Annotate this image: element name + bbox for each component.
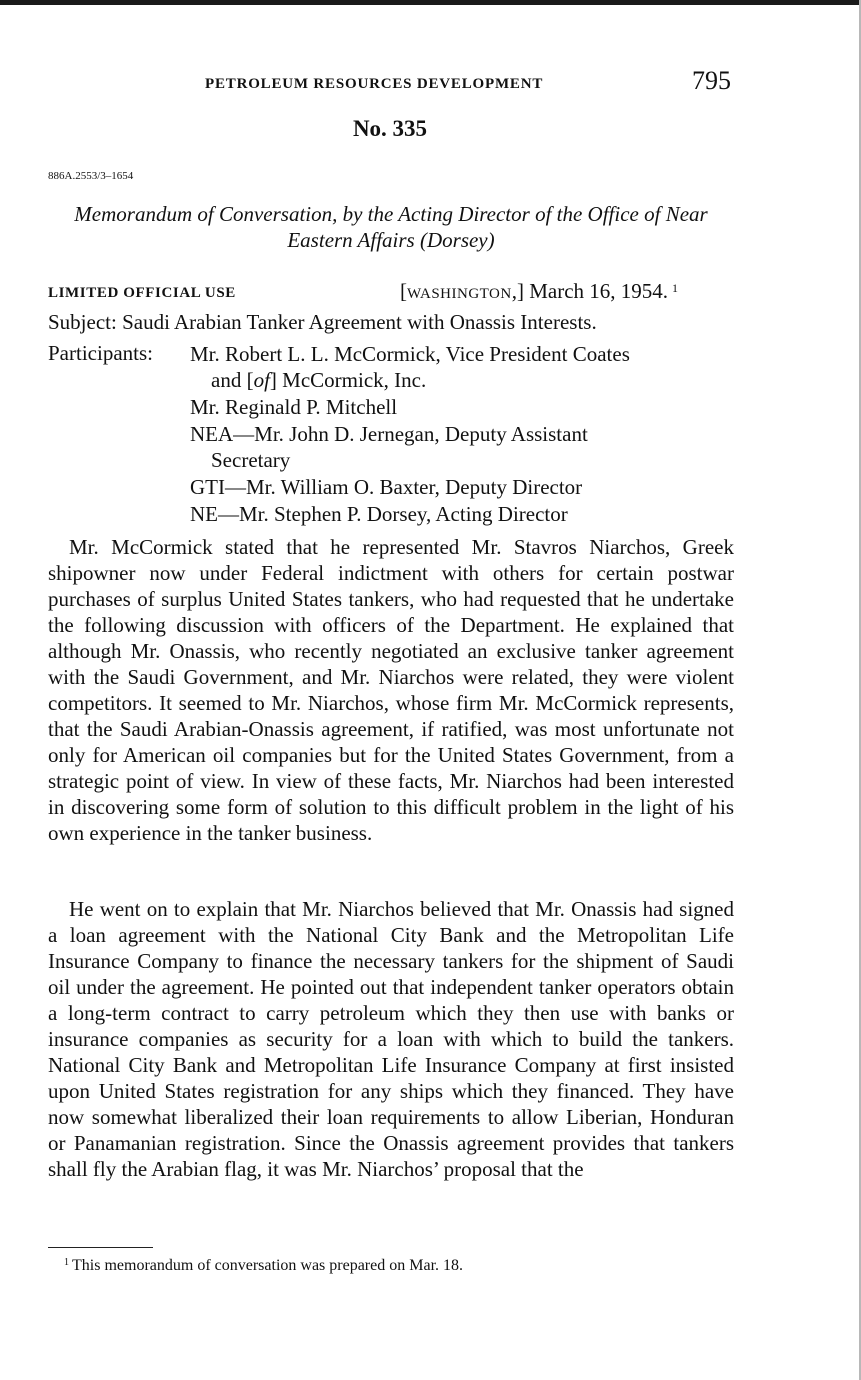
page-number: 795	[692, 66, 731, 95]
top-edge-rule	[0, 0, 861, 5]
participant-line: GTI—Mr. William O. Baxter, Deputy Director	[190, 475, 583, 499]
document-title: Memorandum of Conversation, by the Acting Director of the Office of Near Eastern Affairs (Dorsey)	[74, 202, 708, 252]
running-head: PETROLEUM RESOURCES DEVELOPMENT	[205, 76, 544, 92]
footnote	[64, 1257, 463, 1275]
body-paragraph: Mr. McCormick stated that he represented Mr. Stavros Niarchos, Greek shipowner now under Federal indictment with others for certain postwar purchases of surplus United States tankers, who had requested that he undertake the following discussion with officers of the Department. He explained that although Mr. Onassis, who recently negotiated an exclusive tanker agreement with the Saudi Government, and Mr. Niarchos were related, they were violent competitors. It seemed to Mr. Niarchos, whose firm Mr. McCormick represents, that the Saudi Arabian-Onassis agreement, if ratified, was most unfortunate not only for American oil companies but for the United States Government, from a strategic point of view. In view of these facts, Mr. Niarchos had been interested in discovering some form of solution to this difficult problem in the light of his own experience in the tanker business.	[48, 535, 734, 845]
classification-label: LIMITED OFFICIAL USE	[48, 285, 236, 301]
footnote-mark: 1	[64, 1257, 69, 1268]
dateline	[400, 279, 678, 304]
participant-line: Mr. Robert L. L. McCormick, Vice President Coates	[190, 342, 630, 366]
document-number: No. 335	[352, 116, 428, 141]
participant-line-continued: Secretary	[211, 448, 291, 472]
dateline-bracket-open: [	[400, 279, 407, 303]
participant-line: Mr. Reginald P. Mitchell	[190, 395, 398, 419]
participant-line-continued	[190, 367, 750, 393]
participant-entry	[190, 421, 750, 473]
participant-entry	[190, 474, 750, 500]
dateline-footnote-mark: 1	[672, 281, 679, 295]
body-paragraph: He went on to explain that Mr. Niarchos believed that Mr. Onassis had signed a loan agreement with the National City Bank and the Metropolitan Life Insurance Company to finance the necessary tankers for the shipment of Saudi oil under the agreement. He pointed out that independent tanker operators obtain a long-term contract to carry petroleum which they then use with banks or insurance companies as security for a loan with which to build the tankers. National City Bank and Metropolitan Life Insurance Company at first insisted upon United States registration for any ships which they financed. They have now somewhat liberalized their loan requirements to allow Liberian, Honduran or Panamanian registration. Since the Onassis agreement provides that tankers shall fly the Arabian flag, it was Mr. Niarchos’ proposal that the	[48, 897, 734, 1181]
participant-entry	[190, 394, 750, 420]
participant-entry	[190, 501, 750, 527]
dateline-bracket-close: ,]	[511, 279, 524, 303]
dateline-date: March 16, 1954.	[529, 279, 669, 303]
participant-continuation-text: and [of] McCormick, Inc.	[211, 368, 427, 392]
participant-line: NE—Mr. Stephen P. Dorsey, Acting Director	[190, 502, 568, 526]
editorial-insertion: of	[253, 368, 270, 392]
footnote-text: This memorandum of conversation was prepared on Mar. 18.	[72, 1257, 464, 1274]
participant-entry	[190, 341, 750, 393]
participant-line: NEA—Mr. John D. Jernegan, Deputy Assistant	[190, 422, 588, 446]
footnote-divider	[48, 1247, 153, 1248]
file-reference: 886A.2553/3–1654	[48, 170, 134, 182]
subject-line: Subject: Saudi Arabian Tanker Agreement with Onassis Interests.	[48, 310, 597, 334]
dateline-place: WASHINGTON	[407, 286, 512, 302]
participants-label: Participants:	[48, 341, 153, 365]
